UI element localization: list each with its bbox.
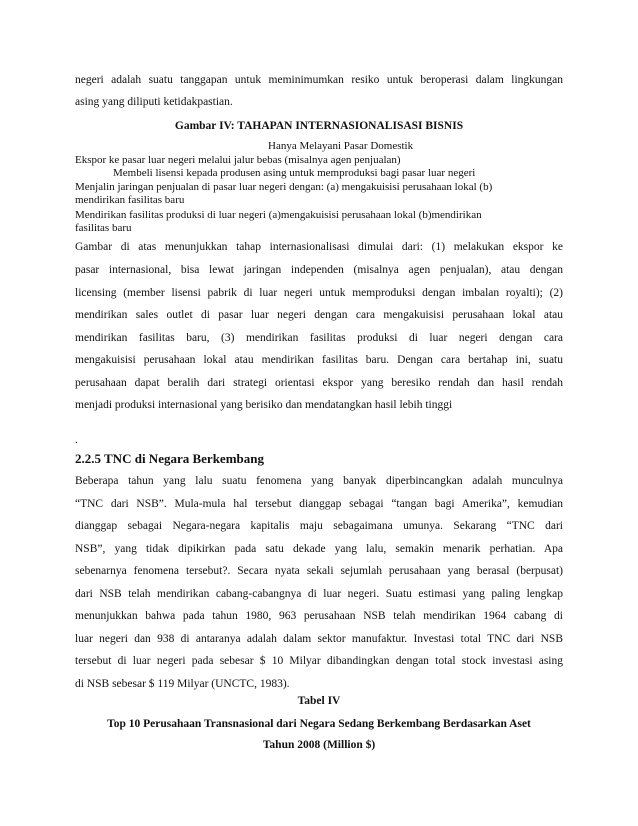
paragraph-2-line-1: Gambar di atas menunjukkan tahap internasionalisasi dimulai dari: (1) melakukan ekspor ke [75,241,563,253]
section-line-5: sebenarnya fenomena tersebut?. Secara nyata sekali sejumlah perusahaan yang berasal (berpusat) [75,565,563,577]
paragraph-2-line-3: licensing (member lisensi pabrik di luar negeri untuk memproduksi dengan imbalan royalti); (2) [75,287,563,299]
figure-step-5-line-2: fasilitas baru [75,222,132,234]
paragraph-2-line-8: menjadi produksi internasional yang berisiko dan mendatangkan hasil lebih tinggi [75,399,453,411]
section-line-8: luar negeri dan 938 di antaranya adalah dalam sektor manufaktur. Investasi total TNC dari NSB [75,633,563,645]
paragraph-2-line-5: mendirikan fasilitas baru, (3) mendirikan fasilitas produksi di luar negeri dengan cara [75,332,563,344]
figure-step-4-line-1: Menjalin jaringan penjualan di pasar luar negeri dengan: (a) mengakuisisi perusahaan lokal (b) [75,181,493,193]
section-line-2: “TNC dari NSB”. Mula-mula hal tersebut dianggap sebagai “tangan bagi Amerika”, kemudian [75,498,563,510]
paragraph-2-line-4: mendirikan sales outlet di pasar luar negeri dengan cara mengakuisisi perusahaan lokal atau [75,309,563,321]
figure-step-1: Hanya Melayani Pasar Domestik [268,140,414,152]
figure-step-4-line-2: mendirikan fasilitas baru [75,194,185,206]
section-line-4: NSB”, yang tidak dipikirkan pada satu dekade yang lalu, semakin menarik perhatian. Apa [75,543,563,555]
section-line-7: menunjukkan bahwa pada tahun 1980, 963 perusahaan NSB telah mendirikan 1964 cabang di [75,610,563,622]
section-line-9: tersebut di luar negeri pada sebesar $ 10 Milyar dibandingkan dengan total stock investasi asing [75,655,563,667]
figure-step-2: Ekspor ke pasar luar negeri melalui jalur bebas (misalnya agen penjualan) [75,154,401,166]
section-line-10: di NSB sebesar $ 119 Milyar (UNCTC, 1983). [75,678,290,690]
section-heading: 2.2.5 TNC di Negara Berkembang [75,451,264,466]
figure-caption: Gambar IV: TAHAPAN INTERNASIONALISASI BISNIS [174,120,464,132]
table-label: Tabel IV [297,695,341,707]
section-line-6: dari NSB telah mendirikan cabang-cabangnya di luar negeri. Suatu estimasi yang paling lengkap [75,588,563,600]
paragraph-1-line-2: asing yang diliputi ketidakpastian. [75,96,233,108]
paragraph-1-line-1: negeri adalah suatu tanggapan untuk meminimumkan resiko untuk beroperasi dalam lingkungan [75,74,563,86]
figure-step-5-line-1: Mendirikan fasilitas produksi di luar negeri (a)mengakuisisi perusahaan lokal (b)mendirikan [75,209,482,221]
section-line-3: dianggap sebagai Negara-negara kapitalis maju sebagaimana umunya. Sekarang “TNC dari [75,520,563,532]
figure-step-3: Membeli lisensi kepada produsen asing untuk memproduksi bagi pasar luar negeri [113,167,476,179]
section-line-1: Beberapa tahun yang lalu suatu fenomena yang banyak diperbincangkan adalah munculnya [75,475,563,487]
table-title: Top 10 Perusahaan Transnasional dari Negara Sedang Berkembang Berdasarkan Aset [107,718,531,730]
table-subtitle: Tahun 2008 (Million $) [262,739,376,751]
paragraph-2-line-2: pasar internasional, bisa lewat jaringan independen (misalnya agen penjualan), atau dengan [75,264,563,276]
paragraph-2-line-6: mengakuisisi perusahaan lokal atau mendirikan fasilitas baru. Dengan cara bertahap ini, suatu [75,354,563,366]
separator-dot: . [75,434,78,446]
paragraph-2-line-7: perusahaan dapat beralih dari strategi orientasi ekspor yang beresiko rendah dan hasil rendah [75,377,563,389]
